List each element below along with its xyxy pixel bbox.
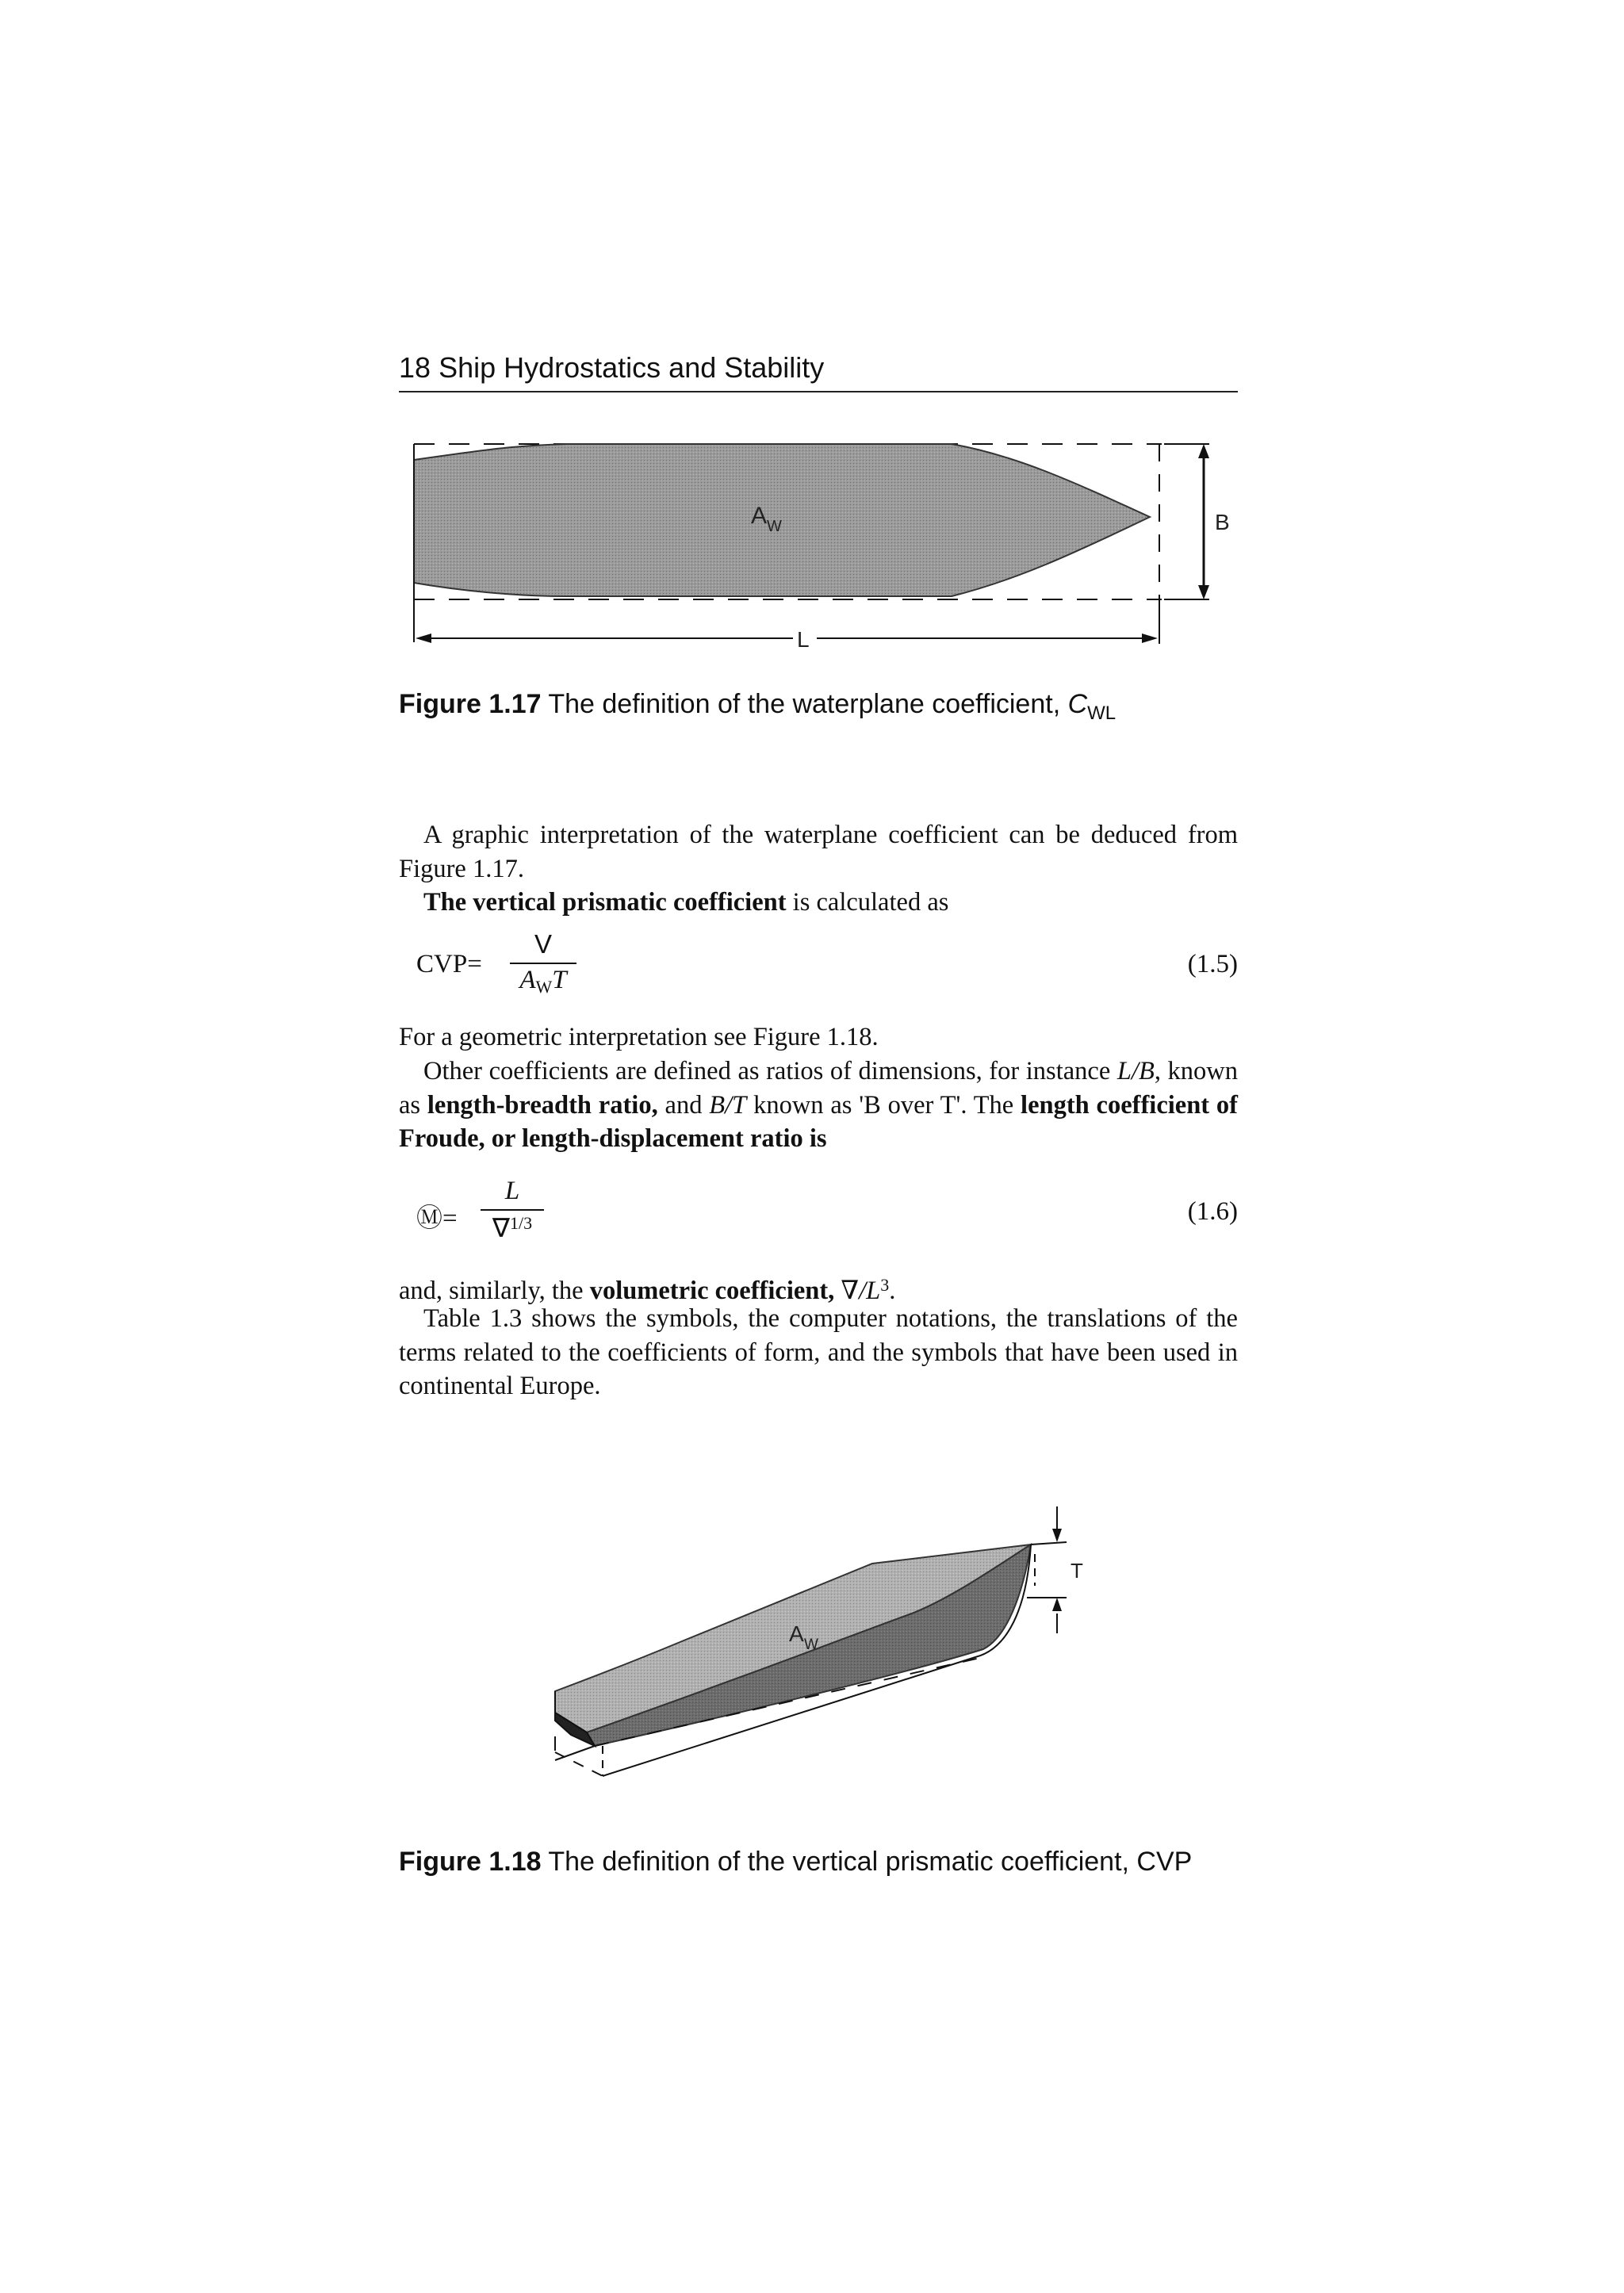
figure-1-18-vertical-prismatic-diagram bbox=[539, 1499, 1094, 1816]
eq-1-5-number: (1.5) bbox=[1187, 950, 1238, 978]
paragraph-graphic-interpretation: A graphic interpretation of the waterplane coefficient can be deduced from Figure 1.17. bbox=[399, 821, 1238, 883]
running-head bbox=[399, 349, 1238, 387]
paragraph-geometric-interpretation: For a geometric interpretation see Figure 1.18. bbox=[399, 1023, 879, 1051]
header-rule bbox=[399, 391, 1238, 392]
eq-1-6-lhs: Ⓜ= bbox=[416, 1202, 458, 1233]
aw-label-fig117: A bbox=[751, 503, 768, 529]
paragraph-other-coefficients: Other coefficients are defined as ratios of dimensions, for instance L/B, known as length-breadth ratio, and B/T known as 'B over T'. The length coefficient of Froude, or length-displacement ratio is bbox=[399, 1057, 1238, 1153]
figure-1-18-caption: Figure 1.18 The definition of the vertical prismatic coefficient, CVP bbox=[399, 1847, 1193, 1877]
paragraph-table-1-3: Table 1.3 shows the symbols, the computer notations, the translations of the terms related to the coefficients of form, and the symbols that have been used in continental Europe. bbox=[399, 1304, 1238, 1400]
draught-label: T bbox=[1071, 1559, 1083, 1583]
figure-1-17-waterplane-diagram bbox=[396, 428, 1237, 666]
aw-label-fig118: A bbox=[789, 1621, 804, 1646]
svg-text:W: W bbox=[804, 1636, 818, 1653]
svg-text:W: W bbox=[767, 518, 782, 535]
paragraph-vertical-prismatic: The vertical prismatic coefficient is calculated as bbox=[423, 888, 949, 917]
eq-1-6-number: (1.6) bbox=[1187, 1197, 1238, 1226]
breadth-label: B bbox=[1215, 510, 1230, 534]
length-label: L bbox=[797, 627, 810, 652]
page-number: 18 bbox=[399, 351, 431, 384]
equation-1-5 bbox=[399, 929, 1238, 1007]
eq-1-5-lhs: CVP= bbox=[416, 950, 482, 978]
eq-1-5-fraction: V AWT bbox=[510, 929, 576, 997]
figure-1-17-caption: Figure 1.17 The definition of the waterplane coefficient, $C_{WL}$ bbox=[399, 689, 1116, 724]
equation-1-6 bbox=[399, 1177, 1238, 1254]
eq-1-6-fraction: L ∇$^{1/3}$ bbox=[481, 1177, 544, 1244]
paragraph-volumetric-coefficient: and, similarly, the volumetric coefficient, $\nabla/L^3$. bbox=[399, 1275, 896, 1305]
running-title: Ship Hydrostatics and Stability bbox=[439, 351, 825, 384]
